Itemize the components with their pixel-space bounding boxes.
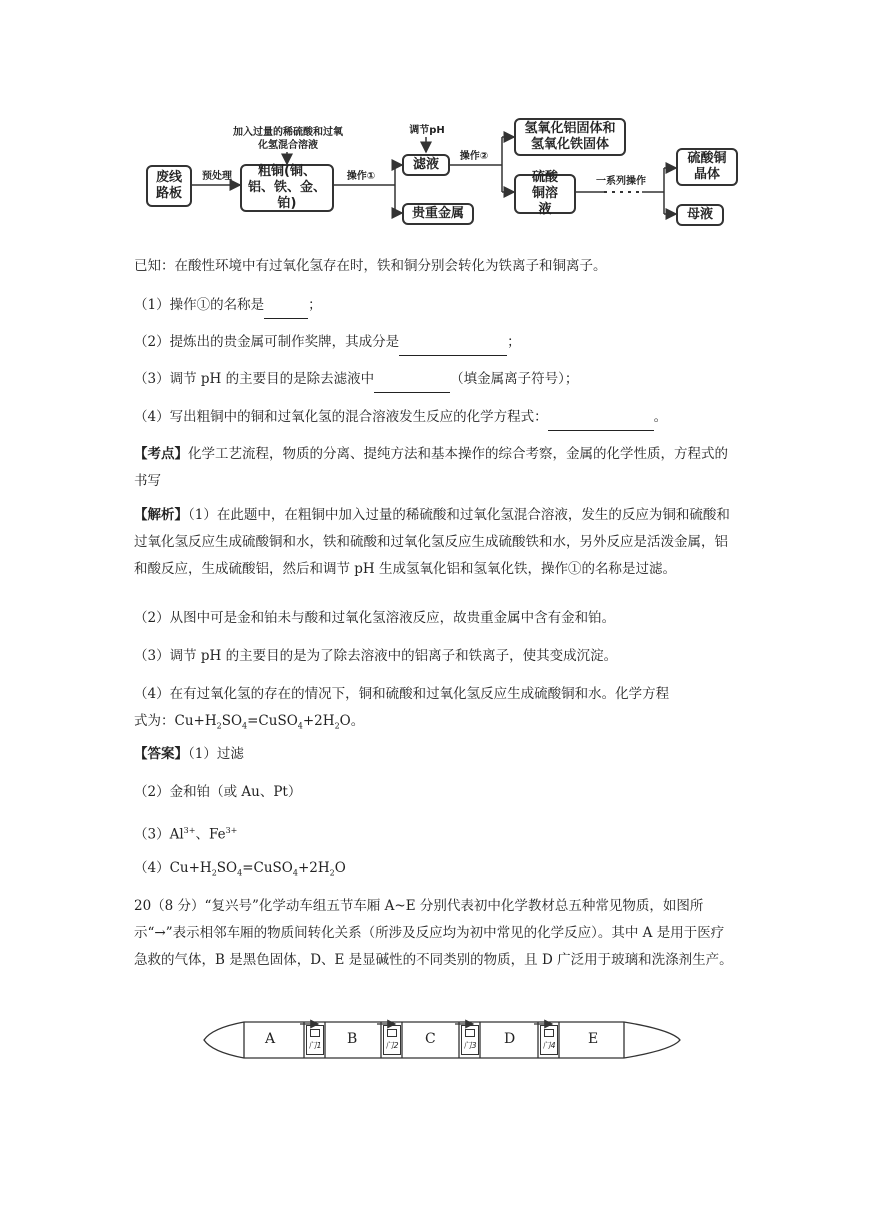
daan-tag: 【答案】 xyxy=(134,746,188,762)
mother-liquor-box: 母液 xyxy=(676,204,724,226)
eq-sub-3: 4 xyxy=(297,721,303,731)
a4-sub-2: 4 xyxy=(237,868,243,878)
question-1-end: ； xyxy=(308,297,322,313)
jiexi-p2: （2）从图中可是金和铂未与酸和过氧化氢溶液反应，故贵重金属中含有金和铂。 xyxy=(134,610,616,626)
op1-label: 操作① xyxy=(346,171,376,182)
question-2-text: （2）提炼出的贵金属可制作奖牌，其成分是 xyxy=(134,334,400,350)
question-3-text: （3）调节 pH 的主要目的是除去滤液中 xyxy=(134,371,375,387)
eq-part-1: Cu+H xyxy=(174,713,217,729)
question-3-end: （填金属离子符号）； xyxy=(450,371,579,387)
pretreat-label: 预处理 xyxy=(202,171,232,182)
question-1-text: （1）操作①的名称是 xyxy=(134,297,265,313)
eq-sub-1: 2 xyxy=(216,721,222,731)
door-window-icon xyxy=(310,1029,320,1037)
op2-label: 操作② xyxy=(459,151,489,162)
eq-sub-4: 2 xyxy=(334,721,340,731)
door-1-label: 门1 xyxy=(308,1041,322,1050)
ph-label: 调节pH xyxy=(409,125,445,136)
train-door-2 xyxy=(383,1025,401,1055)
eq-sub-2: 4 xyxy=(242,721,248,731)
filtrate-box: 滤液 xyxy=(402,154,450,176)
question-4-end: 。 xyxy=(653,409,668,425)
a4-part-4: +2H xyxy=(297,860,330,876)
train-door-3 xyxy=(461,1025,479,1055)
door-window-icon xyxy=(465,1029,475,1037)
a3-part-1: （3）Al xyxy=(134,826,184,843)
a4-sub-4: 2 xyxy=(329,868,335,878)
series-ops-label: 一系列操作 xyxy=(596,176,646,187)
question-20: 20（8 分）“复兴号”化学动车组五节车厢 A~E 分别代表初中化学教材总五种常见物质，如图所示“→”表示相邻车厢的物质间转化关系（所涉及反应均为初中常见的化学反应）。其中 A 是用于医疗急救的气体，B 是黑色固体，D、E 是显碱性的不同类别的物质，且 D 广泛用于玻璃和洗涤剂生产。 xyxy=(134,898,733,968)
a4-part-5: O xyxy=(334,860,346,876)
question-4-text: （4）写出粗铜中的铜和过氧化氢的混合溶液发生反应的化学方程式： xyxy=(134,409,548,425)
jiexi-p4-prefix: 式为： xyxy=(134,713,175,729)
hydroxide-box: 氢氧化铝固体和氢氧化铁固体 xyxy=(514,118,626,156)
a3-part-2: 、Fe xyxy=(195,826,226,843)
eq-part-2: SO xyxy=(221,713,243,729)
known-condition: 已知：在酸性环境中有过氧化氢存在时，铁和铜分别会转化为铁离子和铜离子。 xyxy=(134,258,607,274)
jiexi-p4-line1: （4）在有过氧化氢的存在的情况下，铜和硫酸和过氧化氢反应生成硫酸铜和水。化学方程 xyxy=(134,686,670,702)
train-door-4 xyxy=(540,1025,558,1055)
eq-part-3: =CuSO xyxy=(247,713,298,729)
a4-part-2: SO xyxy=(216,860,238,876)
eq-part-4: +2H xyxy=(302,713,335,729)
question-2-end: ； xyxy=(507,334,521,350)
jiexi-p3: （3）调节 pH 的主要目的是为了除去溶液中的铝离子和铁离子，使其变成沉淀。 xyxy=(134,648,618,664)
kaodian-tag: 【考点】 xyxy=(134,446,188,462)
train-car-b: B xyxy=(347,1031,358,1047)
cuso4-crystal-box: 硫酸铜晶体 xyxy=(676,148,738,186)
acid-label: 加入过量的稀硫酸和过氧化氢混合溶液 xyxy=(233,127,343,151)
a4-part-1: （4）Cu+H xyxy=(134,860,212,876)
cuso4-solution-box: 硫酸铜溶液 xyxy=(514,174,576,214)
a4-sub-1: 2 xyxy=(211,868,217,878)
door-4-label: 门4 xyxy=(542,1041,556,1050)
train-car-c: C xyxy=(425,1031,436,1047)
a3-sup-2: 3+ xyxy=(225,826,238,835)
daan-a1-text: （1）过滤 xyxy=(188,746,244,762)
door-2-label: 门2 xyxy=(385,1041,399,1050)
a4-sub-3: 4 xyxy=(292,868,298,878)
train-car-a: A xyxy=(265,1031,276,1047)
train-car-d: D xyxy=(504,1031,516,1047)
train-door-1 xyxy=(306,1025,324,1055)
train-car-e: E xyxy=(588,1031,599,1047)
door-window-icon xyxy=(544,1029,554,1037)
daan-a2: （2）金和铂（或 Au、Pt） xyxy=(134,784,302,800)
jiexi-p1-text: （1）在此题中，在粗铜中加入过量的稀硫酸和过氧化氢混合溶液，发生的反应为铜和硫酸和过氧化氢反应生成硫酸铜和水，铁和硫酸和过氧化氢反应生成硫酸铁和水，另外反应是活泼金属，铝和酸反应，生成硫酸铝，然后和调节 pH 生成氢氧化铝和氢氧化铁，操作①的名称是过滤。 xyxy=(134,507,730,577)
waste-board-box: 废线路板 xyxy=(146,165,192,207)
jiexi-tag: 【解析】 xyxy=(134,507,188,523)
precious-metal-box: 贵重金属 xyxy=(402,203,474,225)
crude-copper-box: 粗铜(铜、铝、铁、金、铂) xyxy=(240,164,334,212)
door-window-icon xyxy=(387,1029,397,1037)
door-3-label: 门3 xyxy=(463,1041,477,1050)
a4-part-3: =CuSO xyxy=(242,860,293,876)
a3-sup-1: 3+ xyxy=(183,826,196,835)
kaodian-text: 化学工艺流程，物质的分离、提纯方法和基本操作的综合考察，金属的化学性质，方程式的书写 xyxy=(134,446,728,489)
eq-part-5: O。 xyxy=(339,713,365,729)
